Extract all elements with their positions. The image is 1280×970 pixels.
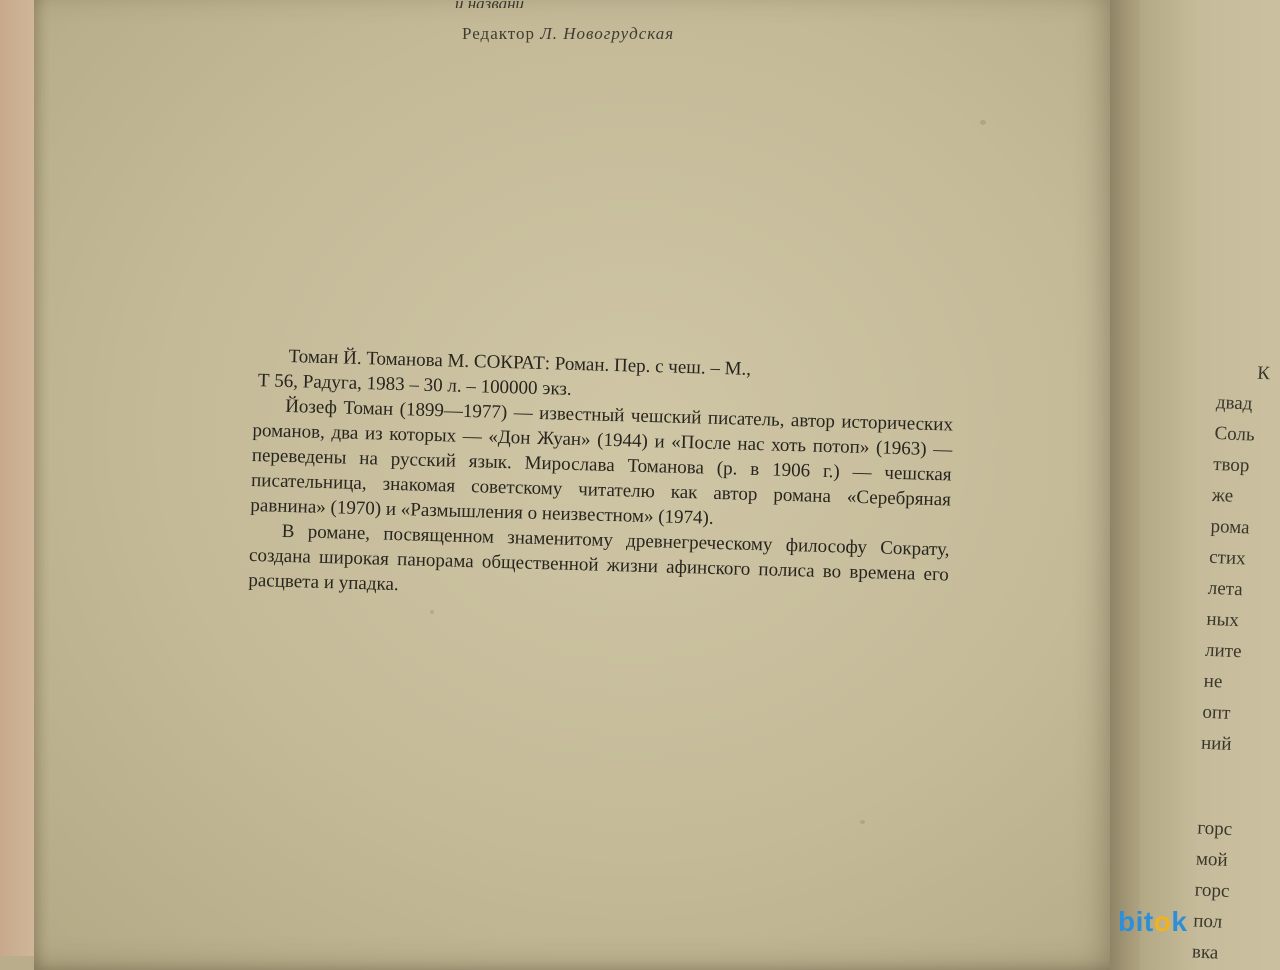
paper-spot <box>430 610 434 614</box>
fragment-line: лета <box>1207 577 1244 601</box>
fragment-line: твор <box>1212 453 1250 477</box>
fragment-line: же <box>1211 484 1234 507</box>
imprint-text-block <box>248 343 955 612</box>
bibliographic-line-2: Т 56, Радуга, 1983 – 30 л. – 100000 экз. <box>257 370 572 400</box>
bibliographic-line-1: Томан Й. Томанова М. СОКРАТ: Роман. Пер. с чеш. – М., <box>288 345 752 380</box>
paper-spot <box>860 820 865 824</box>
fragment-line: не <box>1203 670 1223 693</box>
editor-name: Л. Новогрудская <box>540 24 675 43</box>
fragment-line: пол <box>1192 910 1223 933</box>
fragment-line: стих <box>1208 546 1247 570</box>
fragment-line: мой <box>1195 848 1229 871</box>
fragment-line: лите <box>1204 639 1242 663</box>
fragment-line: ний <box>1200 732 1233 755</box>
annotation-paragraph-novel: В романе, посвященном знаменитому древнегреческому философу Сократу, создана широкая панорама общественной жизни афинского полиса во времена его расцвета и упадка. <box>248 520 950 596</box>
editor-label: Редактор <box>462 24 535 43</box>
site-watermark-logo <box>1118 906 1187 938</box>
fragment-line: горс <box>1196 817 1233 841</box>
fragment-line: рома <box>1210 515 1250 539</box>
annotation-paragraph-authors: Йозеф Томан (1899—1977) — известный чешский писатель, автор исторических романов, два из которых — «Дон Жуан» (1944) и «После нас хоть потоп» (1963) — переведены на русский язык. Мирослава Томанова (р. в 1906 г.) — чешская писательница, знакомая советскому читателю как автор романа «Серебряная равнина» (1970) и «Размышления о неизвестном» (1974). <box>250 395 954 529</box>
fragment-line: Соль <box>1214 422 1256 446</box>
editor-credit <box>462 24 674 44</box>
watermark-suffix: k <box>1171 906 1188 937</box>
fragment-line: опт <box>1201 701 1231 724</box>
watermark-prefix: bit <box>1118 906 1154 937</box>
paper-spot <box>980 120 986 125</box>
fragment-line: К <box>1256 362 1271 385</box>
paragraph-gap <box>1198 759 1270 816</box>
cut-off-line <box>455 0 755 8</box>
fragment-line: вка <box>1191 941 1219 964</box>
fragment-line: двад <box>1215 391 1253 415</box>
fragment-line: ных <box>1206 608 1240 632</box>
watermark-mark: o <box>1153 906 1172 937</box>
fragment-line: горс <box>1194 879 1230 902</box>
